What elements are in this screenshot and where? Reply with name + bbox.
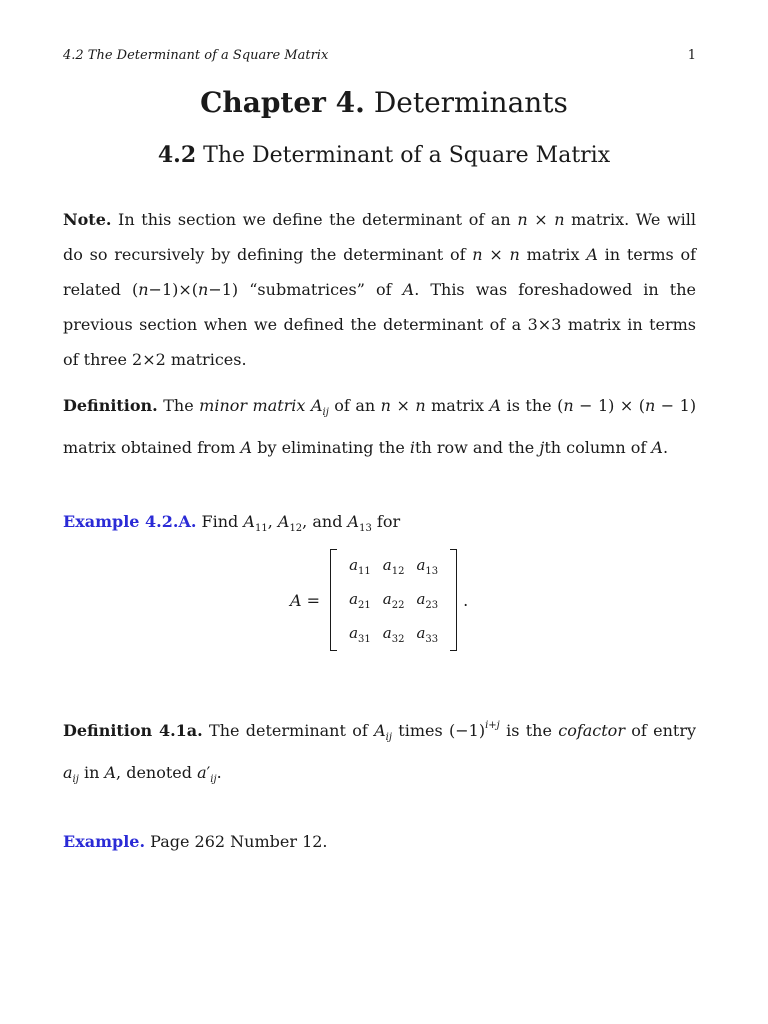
matrix-row xyxy=(343,549,444,583)
note-text: matrices. xyxy=(170,350,247,369)
chapter-title xyxy=(0,86,768,119)
definition-text: th row and the xyxy=(415,438,535,457)
definition-text: The xyxy=(163,396,194,415)
matrix-entry: $a_{13}$ xyxy=(416,555,439,577)
example-text: , and xyxy=(302,512,343,531)
matrix-entry: $a_{31}$ xyxy=(349,623,371,645)
note-text: matrix in terms of three xyxy=(63,315,697,369)
section-number: 4.2 xyxy=(157,142,197,168)
section-name: The Determinant of a Square Matrix xyxy=(203,143,611,168)
cofactor-text: is the xyxy=(506,721,552,740)
note-label: Note. xyxy=(63,210,112,229)
definition-text: by eliminating the xyxy=(257,438,405,457)
note-text: matrix. We will do so recursively by defining the determinant of xyxy=(63,210,697,264)
definition-term: minor matrix xyxy=(199,396,306,415)
cofactor-text: of entry xyxy=(631,721,697,740)
definition-text: matrix xyxy=(431,396,485,415)
definition-text: of an xyxy=(334,396,376,415)
note-paragraph: Note. In this section we define the determinant of an n × n matrix. We will do so recursively by defining the determinant of n × n matrix A in terms of related (n−1)×(n−1) “submatrices” of A. This was foreshadowed in the previous section when we defined the determinant of a 3×3 matrix in terms of three 2×2 matrices. xyxy=(63,210,697,369)
cofactor-definition-paragraph: Definition 4.1a. The determinant of $A_{ij}$ times $(-1)^{i+j}$ is the cofactor of entry $a_{ij}$ in A, denoted $a'_{ij}$. xyxy=(63,720,697,785)
example-label: Example 4.2.A. xyxy=(63,512,197,531)
cofactor-text: times xyxy=(398,721,443,740)
definition-label: Definition. xyxy=(63,396,158,415)
matrix-entry: $a_{21}$ xyxy=(349,589,371,611)
matrix-table xyxy=(343,549,444,651)
matrix-entry: $a_{11}$ xyxy=(349,555,371,577)
matrix-entry: $a_{22}$ xyxy=(382,589,405,611)
matrix-brackets xyxy=(330,549,457,651)
running-header xyxy=(63,48,696,63)
matrix-entry: $a_{12}$ xyxy=(382,555,405,577)
matrix-entry: $a_{33}$ xyxy=(416,623,439,645)
cofactor-term: cofactor xyxy=(558,721,625,740)
example-reference-text: Page 262 Number 12. xyxy=(150,832,328,851)
chapter-label: Chapter 4. xyxy=(200,86,365,119)
cofactor-text: The determinant of xyxy=(209,721,368,740)
section-title xyxy=(0,142,768,168)
definition-text: matrix obtained from xyxy=(63,438,236,457)
example-text: , xyxy=(267,512,273,531)
matrix-row xyxy=(343,617,444,651)
matrix-row xyxy=(343,583,444,617)
chapter-name: Determinants xyxy=(373,86,568,119)
running-title: 4.2 The Determinant of a Square Matrix xyxy=(63,48,329,63)
example-paragraph: Example 4.2.A. Find $A_{11}$, $A_{12}$, and $A_{13}$ for xyxy=(63,512,401,534)
example-text: Find xyxy=(201,512,239,531)
example-reference-paragraph xyxy=(63,824,696,859)
definition-text: is the xyxy=(506,396,552,415)
page-number: 1 xyxy=(687,48,696,63)
note-text: matrix xyxy=(526,245,580,264)
note-text: “submatrices” of xyxy=(249,280,392,299)
note-text: In this section we define the determinant of an xyxy=(118,210,511,229)
definition-text: th column of xyxy=(544,438,647,457)
note-text: . This was foreshadowed in the previous section when we defined the determinant of a xyxy=(63,280,696,334)
example-reference-label: Example. xyxy=(63,832,146,851)
note-text: in terms of related xyxy=(63,245,697,299)
matrix-entry: $a_{23}$ xyxy=(416,589,439,611)
example-text: for xyxy=(376,512,401,531)
definition-paragraph: Definition. The minor matrix $A_{ij}$ of an n × n matrix A is the (n − 1) × (n − 1) matrix obtained from A by eliminating the ith row and the jth column of A. xyxy=(63,396,697,457)
cofactor-text: in xyxy=(83,763,100,782)
cofactor-text: , denoted xyxy=(116,763,192,782)
matrix-entry: $a_{32}$ xyxy=(382,623,405,645)
cofactor-definition-label: Definition 4.1a. xyxy=(63,721,203,740)
matrix-equation: A = $a_{11}$ $a_{12}$ $a_{13}$ $a_{21}$ $a_{22}$ $a_{23}$ $a_{31}$ $a_{32}$ $a_{33}$ . xyxy=(290,548,468,652)
